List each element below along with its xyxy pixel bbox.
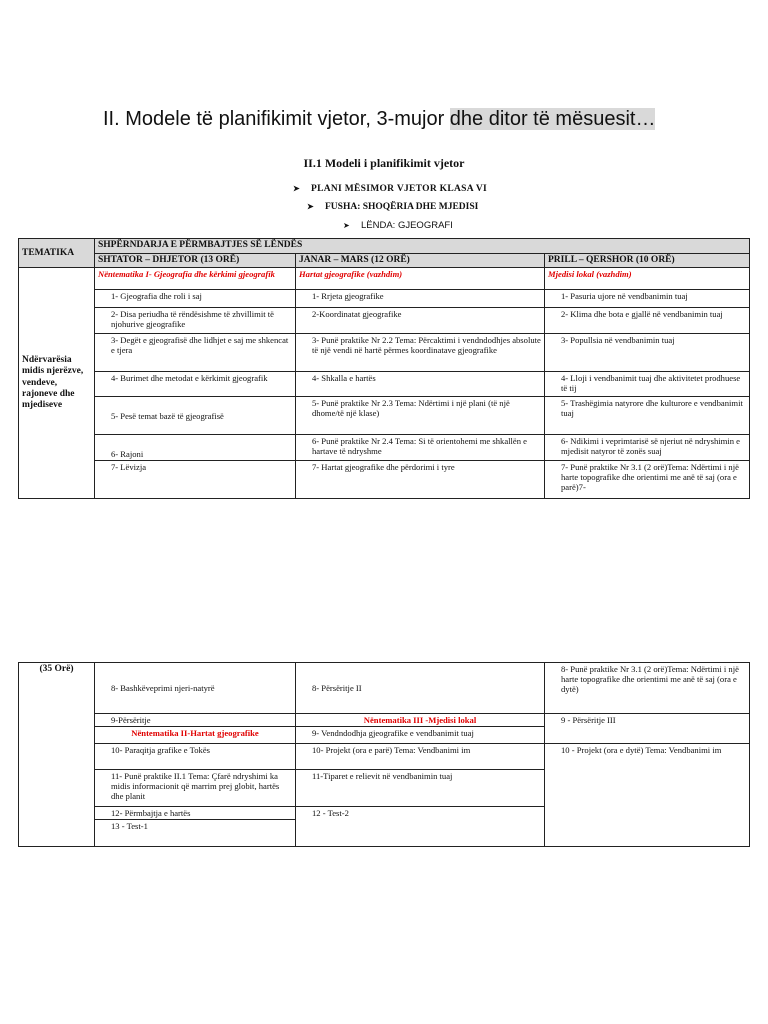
lesson-text: -Koordinatat gjeografike — [316, 309, 402, 320]
lesson-number: 3 — [111, 335, 116, 346]
lesson-number: 8 — [312, 682, 317, 693]
lesson-text: - Pesë temat bazë të gjeografisë — [115, 410, 224, 421]
subtheme-2-title: Nëntematika II-Hartat gjeografike — [95, 727, 296, 744]
lesson-text: - Paraqitja grafike e Tokës — [119, 745, 210, 756]
table-cell — [545, 663, 750, 714]
table-cell — [95, 372, 296, 397]
table-cell — [95, 770, 296, 807]
lesson-text: - Punë praktike Nr 2.3 Tema: Ndërtimi i një plani (të një dhome/të një klase) — [312, 398, 510, 419]
lesson-text: - Klima dhe bota e gjallë në vendbanimin tuaj — [565, 309, 723, 320]
lesson-text: - Trashëgimia natyrore dhe kulturore e vendbanimit tuaj — [561, 398, 743, 419]
bullet-plan-text: PLANI MËSIMOR VJETOR KLASA VI — [311, 184, 488, 194]
lesson-text: -Përsëritje — [115, 715, 151, 725]
lesson-text: - Popullsia në vendbanimin tuaj — [565, 335, 675, 346]
table-cell — [545, 461, 750, 499]
lesson-number: 1 — [561, 291, 566, 302]
section-heading — [103, 108, 655, 131]
lesson-number: 2 — [561, 309, 566, 320]
table-cell — [95, 461, 296, 499]
lesson-text: - Burimet dhe metodat e kërkimit gjeografik — [115, 373, 268, 384]
lesson-number: 11 — [111, 771, 120, 782]
subtheme-3: Mjedisi lokal (vazhdim) — [545, 268, 750, 290]
lesson-text: - Punë praktike II.1 Tema: Çfarë ndryshimi ka midis informacionit që marrim prej globit, hartës dhe planit — [111, 771, 280, 802]
lesson-number: 4 — [312, 373, 317, 384]
lesson-number: 3 — [561, 335, 566, 346]
lesson-number: 11 — [312, 771, 321, 782]
table-cell — [545, 372, 750, 397]
table-cell — [296, 334, 545, 372]
lesson-number: 12 — [111, 808, 120, 819]
col-header-prill: PRILL – QERSHOR (10 ORË) — [545, 254, 750, 268]
shperndarja-header: SHPËRNDARJA E PËRMBAJTJES SË LËNDËS — [95, 239, 750, 254]
lesson-number: 6 — [111, 449, 116, 460]
lesson-number: 4 — [111, 373, 116, 384]
lesson-number: 12 — [312, 808, 321, 819]
lesson-text: - Projekt (ora e parë) Tema: Vendbanimi im — [320, 745, 471, 756]
lesson-number: 1 — [312, 291, 317, 302]
table-cell — [95, 714, 296, 727]
lesson-number: 5 — [561, 398, 566, 409]
total-hours: (35 Orë) — [19, 663, 95, 847]
table-cell — [95, 820, 296, 847]
table-cell — [95, 744, 296, 770]
table-cell — [95, 397, 296, 435]
lesson-text: - Pasuria ujore në vendbanimin tuaj — [565, 291, 688, 302]
bullet-fusha — [307, 202, 478, 212]
lesson-number: 5 — [111, 410, 116, 421]
lesson-text: - Rajoni — [115, 449, 144, 460]
tematika-value: Ndërvarësia midis njerëzve, vendeve, rajoneve dhe mjediseve — [19, 268, 95, 499]
table-cell — [296, 663, 545, 714]
table-cell — [296, 744, 545, 770]
table-cell — [545, 435, 750, 461]
table-cell — [296, 770, 545, 807]
lesson-text: - Punë praktike Nr 3.1 (2 orë)Tema: Ndërtimi i një harte topografike dhe orientimi me anë të saj (ora e parë)7- — [561, 462, 739, 493]
bullet-lenda-text: LËNDA: GJEOGRAFI — [361, 220, 453, 231]
lesson-number: 8 — [561, 664, 566, 674]
lesson-text: - Punë praktike Nr 2.2 Tema: Përcaktimi i vendndodhjes absolute të një vendi në hartë përmes koordinatave gjeografike — [312, 335, 541, 356]
lesson-text: - Punë praktike Nr 2.4 Tema: Si të orientohemi me shkallën e hartave të ndryshme — [312, 436, 527, 457]
table-cell — [545, 714, 750, 744]
lesson-text: - Rrjeta gjeografike — [316, 291, 384, 302]
table-cell — [95, 435, 296, 461]
lesson-text: - Test-2 — [320, 808, 349, 819]
lesson-text: - Punë praktike Nr 3.1 (2 orë)Tema: Ndërtimi i një harte topografike dhe orientimi me anë të saj (ora e dytë) — [561, 664, 739, 695]
lesson-number: 1 — [111, 291, 116, 302]
lesson-number: 5 — [312, 398, 317, 409]
table-cell — [296, 461, 545, 499]
table-cell — [95, 663, 296, 714]
col-header-janar: JANAR – MARS (12 ORË) — [296, 254, 545, 268]
lesson-text: - Përsëritje III — [565, 715, 616, 725]
table-cell — [545, 308, 750, 334]
lesson-number: 7 — [111, 462, 116, 473]
arrow-bullet-icon: ➤ — [293, 184, 301, 193]
lesson-number: 8 — [111, 682, 116, 693]
col-header-shtator: SHTATOR – DHJETOR (13 ORË) — [95, 254, 296, 268]
lesson-number: 4 — [561, 373, 566, 384]
lesson-number: 3 — [312, 335, 317, 346]
bullet-fusha-text: FUSHA: SHOQËRIA DHE MJEDISI — [325, 202, 479, 212]
lesson-text: - Ndikimi i veprimtarisë së njeriut në ndryshimin e mjedisit natyror të zonës suaj — [561, 436, 741, 457]
lesson-text: - Lloji i vendbanimit tuaj dhe aktivitetet prodhuese të tij — [561, 373, 741, 394]
lesson-number: 9 — [111, 715, 116, 725]
lesson-text: - Vendndodhja gjeografike e vendbanimit tuaj — [316, 728, 474, 739]
lesson-number: 9 — [312, 728, 317, 739]
subtheme-2: Hartat gjeografike (vazhdim) — [296, 268, 545, 290]
table-cell — [545, 290, 750, 308]
lesson-number: 10 — [561, 745, 570, 756]
lesson-number: 2 — [312, 309, 317, 320]
lesson-text: - Shkalla e hartës — [316, 373, 376, 384]
table-cell — [296, 807, 545, 847]
table-cell — [296, 435, 545, 461]
lesson-number: 10 — [111, 745, 120, 756]
lesson-number: 13 — [111, 821, 120, 832]
subtheme-1: Nëntematika I- Gjeografia dhe kërkimi gjeografik — [95, 268, 296, 290]
lesson-text: - Përsëritje II — [316, 682, 362, 693]
table-cell — [296, 290, 545, 308]
lesson-text: - Degët e gjeografisë dhe lidhjet e saj me shkencat e tjera — [111, 335, 289, 356]
subtitle: II.1 Modeli i planifikimit vjetor — [303, 156, 465, 170]
table-cell — [296, 372, 545, 397]
bullet-plan — [293, 184, 487, 194]
subtheme-3-title: Nëntematika III -Mjedisi lokal — [296, 714, 545, 727]
lesson-number: 9 — [561, 715, 566, 725]
lesson-text: - Lëvizja — [115, 462, 147, 473]
lesson-text: - Gjeografia dhe roli i saj — [115, 291, 202, 302]
lesson-number: 7 — [312, 462, 317, 473]
table-cell — [95, 308, 296, 334]
lesson-text: - Bashkëveprimi njeri-natyrë — [115, 682, 215, 693]
lesson-text: - Hartat gjeografike dhe përdorimi i tyre — [316, 462, 455, 473]
lesson-text: - Projekt (ora e dytë) Tema: Vendbanimi im — [569, 745, 722, 756]
heading-part2: dhe ditor të mësuesit… — [449, 108, 656, 130]
table-cell — [95, 290, 296, 308]
table-cell — [95, 334, 296, 372]
table-cell — [95, 807, 296, 820]
lesson-number: 6 — [561, 436, 566, 447]
table-cell — [296, 397, 545, 435]
lesson-text: - Test-1 — [119, 821, 148, 832]
lesson-text: - Disa periudha të rëndësishme të zhvillimit të njohurive gjeografike — [111, 309, 274, 330]
table-cell — [296, 308, 545, 334]
table-cell — [296, 727, 545, 744]
lesson-text: - Përmbajtja e hartës — [119, 808, 191, 819]
lesson-text: -Tiparet e relievit në vendbanimin tuaj — [320, 771, 453, 782]
bullet-lenda — [343, 220, 453, 231]
table-cell — [545, 744, 750, 847]
lesson-number: 7 — [561, 462, 566, 473]
heading-part1: II. Modele të planifikimit vjetor, 3-mujor — [103, 108, 450, 130]
plan-table-1 — [18, 238, 750, 499]
lesson-number: 2 — [111, 309, 116, 320]
arrow-bullet-icon: ➤ — [307, 202, 314, 211]
tematika-header: TEMATIKA — [19, 239, 95, 268]
lesson-number: 10 — [312, 745, 321, 756]
arrow-bullet-icon: ➤ — [343, 221, 350, 230]
plan-table-2 — [18, 662, 750, 847]
table-cell — [545, 397, 750, 435]
table-cell — [545, 334, 750, 372]
lesson-number: 6 — [312, 436, 317, 447]
